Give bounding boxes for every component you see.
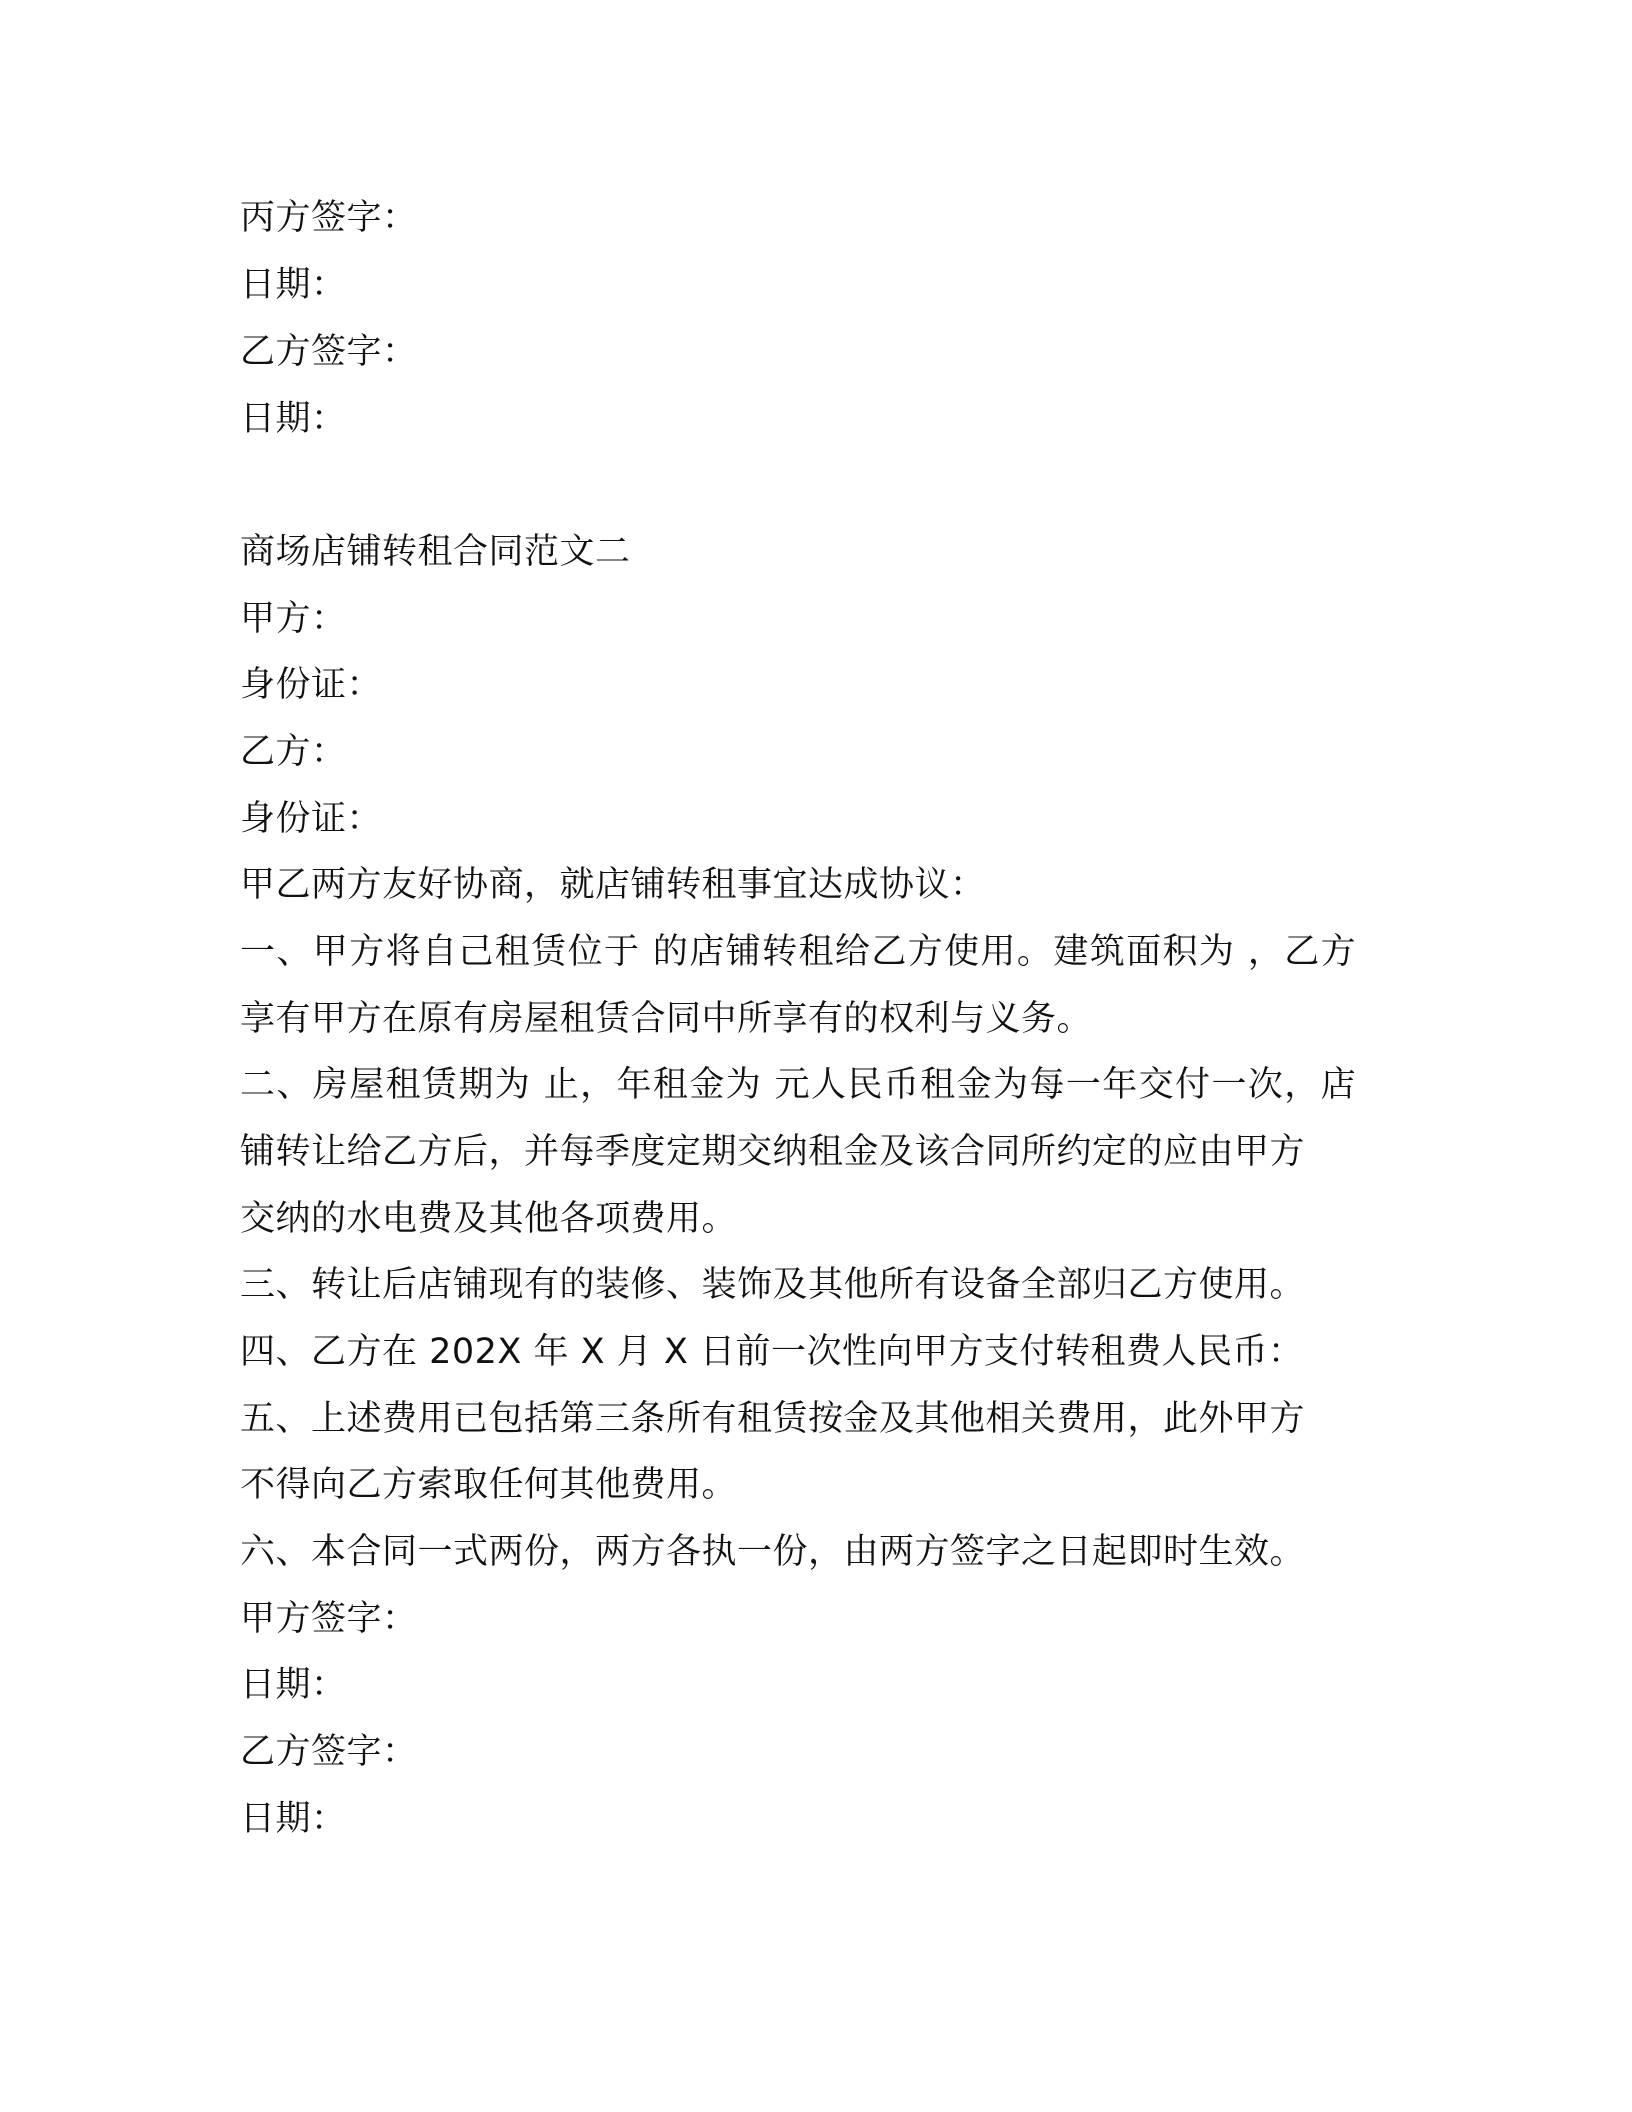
clause-3: 三、转让后店铺现有的装修、装饰及其他所有设备全部归乙方使用。: [240, 1265, 1306, 1305]
party-b-signature-label: 乙方签字：: [240, 1732, 418, 1772]
clause-2-line: 二、房屋租赁期为 止，年租金为 元人民币租金为每一年交付一次，店: [240, 1065, 1358, 1105]
clause-2-line: 铺转让给乙方后，并每季度定期交纳租金及该合同所约定的应由甲方: [240, 1132, 1306, 1172]
party-b-signature-label: 乙方签字：: [240, 332, 418, 372]
clause-2-line: 交纳的水电费及其他各项费用。: [240, 1199, 738, 1239]
id-card-label: 身份证：: [240, 799, 383, 839]
id-card-label: 身份证：: [240, 665, 383, 705]
clause-5-line: 不得向乙方索取任何其他费用。: [240, 1465, 738, 1505]
party-c-signature-label: 丙方签字：: [240, 198, 418, 238]
agreement-intro: 甲乙两方友好协商，就店铺转租事宜达成协议：: [240, 865, 986, 905]
clause-1-line: 享有甲方在原有房屋租赁合同中所享有的权利与义务。: [240, 999, 1093, 1039]
date-label: 日期：: [240, 1665, 347, 1705]
date-label: 日期：: [240, 399, 347, 439]
date-label: 日期：: [240, 265, 347, 305]
clause-6: 六、本合同一式两份，两方各执一份，由两方签字之日起即时生效。: [240, 1532, 1306, 1572]
party-b-label: 乙方：: [240, 732, 347, 772]
document-title: 商场店铺转租合同范文二: [240, 532, 631, 572]
party-a-label: 甲方：: [240, 599, 347, 639]
date-label: 日期：: [240, 1799, 347, 1839]
clause-1-line: 一、甲方将自己租赁位于 的店铺转租给乙方使用。建筑面积为 ，乙方: [240, 932, 1358, 972]
clause-4: 四、乙方在 202X 年 X 月 X 日前一次性向甲方支付转租费人民币：: [240, 1332, 1304, 1372]
party-a-signature-label: 甲方签字：: [240, 1599, 418, 1639]
clause-5-line: 五、上述费用已包括第三条所有租赁按金及其他相关费用，此外甲方: [240, 1399, 1306, 1439]
